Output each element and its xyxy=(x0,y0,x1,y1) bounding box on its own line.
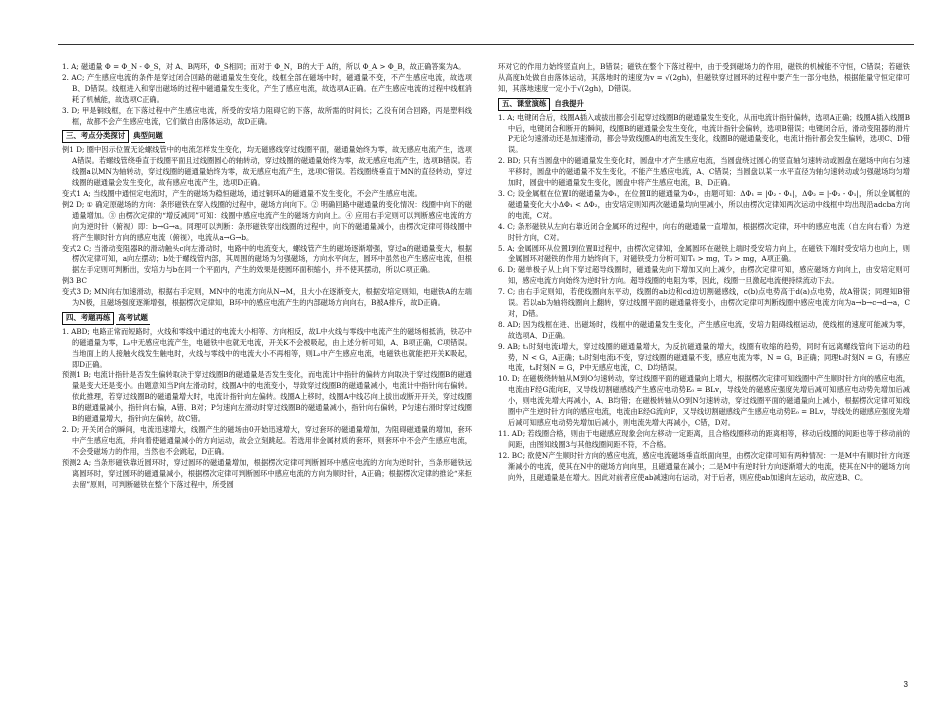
answer-paragraph: 2. AC; 产生感应电流的条件是穿过闭合回路的磁通量发生变化，线框全部在磁场中时，磁通量不变，不产生感应电流，故选项B、D错误。线框进入和穿出磁场的过程中磁通量发生变化，产生了感应电流，故选项A正确。在产生感应电流的过程中线框消耗了机械能，故选项C正确。 xyxy=(62,72,472,104)
answer-paragraph: 5. A; 金属圆环从位置Ⅰ到位置Ⅱ过程中，由楞次定律知，金属圆环在磁铁上端时受安培力向上，在磁铁下端时受安培力也向上，则金属圆环对磁铁的作用力始终向下，对磁铁受力分析可知T₁ > mg，T₂ > mg，A项正确。 xyxy=(498,243,910,264)
answer-paragraph: 6. D; 磁单极子从上向下穿过超导线圈时，磁通量先向下增加又向上减少，由楞次定律可知，感应磁场方向向上，由安培定则可知，感应电流方向始终为逆时针方向。超导线圈的电阻为零，因此，线圈一旦激起电流便持续流动下去。 xyxy=(498,265,910,286)
section-title: 典型问题 xyxy=(131,131,165,143)
answer-paragraph: 1. A; 磁通量 Φ = Φ_N - Φ_S，对 A、B两环，Φ_S相同；而对于 Φ_N，B的大于 A的，所以 Φ_A > Φ_B，故正确答案为A。 xyxy=(62,62,466,71)
section-number: 三、考点分类探讨 xyxy=(62,130,129,143)
section-title: 高考试题 xyxy=(116,313,150,325)
answer-paragraph: 预测2 A; 当条形磁铁靠近圆环时，穿过圆环的磁通量增加，根据楞次定律可判断圆环中感应电流的方向为逆时针，当条形磁铁远离圆环时，穿过圆环的磁通量减小，根据楞次定律可判断圆环中感应电流的方向为顺时针，A正确；根据楞次定律的推论“来拒去留”原则，可判断磁铁在整个下落过程中，所受圆 xyxy=(62,457,472,489)
page-number: 3 xyxy=(903,680,908,689)
section-heading xyxy=(62,130,472,143)
answer-paragraph: 例2 D; ① 确定原磁场的方向：条形磁铁在穿入线圈的过程中，磁场方向向下。② 明确回路中磁通量的变化情况：线圈中向下的磁通量增加。③ 由楞次定律的“增反减同”可知：线圈中感应电流产生的磁场方向向上。④ 应用右手定则可以判断感应电流的方向为逆时针（俯视）即：b→G→a。同理可以判断：条形磁铁穿出线圈的过程中，向下的磁通量减小，由楞次定律可得线圈中将产生顺时针方向的感应电流（俯视），电流从a→G→b。 xyxy=(62,199,472,242)
section-title: 自我提升 xyxy=(552,99,586,111)
right-column xyxy=(498,62,910,483)
answer-paragraph: 2. D; 开关闭合的瞬间，电流迅速增大，线圈产生的磁场由0开始迅速增大，穿过套环的磁通量增加，为阻碍磁通量的增加，套环中产生感应电流，并向着使磁通量减小的方向运动，故会立刻跳起。若选用非金属材质的套环，则套环中不会产生感应电流，不会受磁场力的作用，当然也不会跳起，D正确。 xyxy=(62,425,472,456)
answer-paragraph: 例3 BC xyxy=(62,276,87,286)
answer-paragraph: 3. D; 甲是铜线框，在下落过程中产生感应电流，所受的安培力阻碍它的下落，故所需的时间长；乙没有闭合回路，丙是塑料线框，故都不会产生感应电流，它们做自由落体运动，故D正确。 xyxy=(62,105,472,126)
answer-paragraph: 10. D; 在磁极绕转轴从M到O匀速转动，穿过线圈平面的磁通量向上增大，根据楞次定律可知线圈中产生顺时针方向的感应电流，电流由F经G流向E，又导线切割磁感线产生感应电动势E₀ = BLv，导线处的磁感应强度先增后减可知感应电动势先增加后减小，则电流先增大再减小，A、B均错；在磁极转轴从O到N匀速转动，穿过线圈平面的磁通量向上减小，根据楞次定律可知线圈中产生逆时针方向的感应电流，电流由E经G流向F，又导线切割磁感线产生感应电动势E₀ = BLv，导线处的磁感应强度先增后减可知感应电动势先增加后减小，则电流先增大再减小，C错，D对。 xyxy=(498,374,910,427)
answer-paragraph: 11. AD; 若线圈合格，则由于电磁感应现象会向左移动一定距离，且合格线圈移动的距离相等，移动后线圈的间距也等于移动前的间距，由图知线圈3与其他线圈间距不符，不合格。 xyxy=(498,428,910,449)
answer-paragraph: 变式3 D; MN向右加速滑动，根据右手定则，MN中的电流方向从N→M，且大小在逐渐变大，根据安培定则知，电磁铁A的左端为N极，且磁场强度逐渐增强，根据楞次定律知，B环中的感应电流产生的内部磁场方向向右，B被A排斥，故D正确。 xyxy=(62,287,472,308)
answer-paragraph: 例1 D; 圈中因示位置无论螺线管中的电流怎样发生变化，均无磁感线穿过线圈平面，磁通量始终为零，故无感应电流产生，选项A错误。若螺线管绕垂直于线圈平面且过线圈圆心的轴转动，穿过线圈的磁通量始终为零，故无感应电流产生，选项B错误。若线圈a以MN为轴转动，穿过线圈的磁通量始终为零，故无感应电流产生，选项C错误。若线圈绕垂直于MN的直径转动，穿过线圈的磁通量会发生变化，故有感应电流产生，选项D正确。 xyxy=(62,145,472,188)
section-heading xyxy=(498,98,910,111)
answer-paragraph: 8. AD; 因为线框在进、出磁场时，线框中的磁通量发生变化，产生感应电流，安培力阻碍线框运动，使线框的速度可能减为零，故选项A、D正确。 xyxy=(498,319,910,340)
answer-paragraph: 1. ABD; 电路正常而短路时，火线和零线中通过的电流大小相等、方向相反，故L中火线与零线中电流产生的磁场相抵消，铁芯中的磁通量为零，L₂中无感应电流产生，电磁铁中也就无电流，开关K不会被吸起，由上述分析可知，A、B项正确，C项错误。当地面上的人接触火线发生触电时，火线与零线中的电流大小不再相等，则L₂中产生感应电流，电磁铁也就能把开关K吸起，即D正确。 xyxy=(62,326,472,369)
answer-paragraph: 12. BC; 欲使N产生顺时针方向的感应电流，感应电流磁场垂直纸面向里，由楞次定律可知有两种情况：一是M中有顺时针方向逐渐减小的电流，使其在N中的磁场方向向里，且磁通量在减小；二是M中有逆时针方向逐渐增大的电流，使其在N中的磁场方向向外，且磁通量是在增大。因此对前者应使ab减速向右运动，对于后者，则应使ab加速向左运动，故应选B、C。 xyxy=(498,450,910,482)
section-number: 四、考题再练 xyxy=(62,312,114,325)
answer-paragraph: 2. BD; 只有当圆盘中的磁通量发生变化时，圆盘中才产生感应电流，当圆盘绕过圆心的竖直轴匀速转动或圆盘在磁场中向右匀速平移时，圆盘中的磁通量不发生变化，不能产生感应电流，A、C错误；当圆盘以某一水平直径为轴匀速转动或匀强磁场均匀增加时，圆盘中的磁通量发生变化，圆盘中将产生感应电流，B、D正确。 xyxy=(498,156,910,188)
answer-paragraph: 变式1 A; 当线圈中通恒定电流时，产生的磁场为稳恒磁场，通过铜环A的磁通量不发生变化，不会产生感应电流。 xyxy=(62,188,422,198)
answer-paragraph: 1. A; 电键闭合后，线圈A插入或拔出都会引起穿过线圈B的磁通量发生变化，从而电流计指针偏转，选项A正确；线圈A插入线圈B中后，电键闭合和断开的瞬间，线圈B的磁通量会发生变化，电流计指针会偏转，选项B错误；电键闭合后，滑动变阻器的滑片P无论匀速滑动还是加速滑动，都会导致线圈A的电流发生变化，线圈B的磁通量变化，电流计指针都会发生偏转，选项C、D错误。 xyxy=(498,112,910,155)
left-column xyxy=(62,62,472,490)
answer-paragraph: 4. C; 条形磁铁从左向右靠近闭合金属环的过程中，向右的磁通量一直增加，根据楞次定律，环中的感应电流（自左向右看）为逆时针方向，C对。 xyxy=(498,221,910,242)
section-number: 五、课堂演练 xyxy=(498,98,550,111)
section-heading xyxy=(62,312,472,325)
answer-paragraph: 3. C; 设金属框在位置Ⅰ的磁通量为Φ₁，在位置Ⅱ的磁通量为Φ₂，由题可知：ΔΦ₁ = |Φ₂ - Φ₁|，ΔΦ₂ = |-Φ₂ - Φ₁|，所以金属框的磁通量变化大小ΔΦ₁ < ΔΦ₂，由安培定则知两次磁通量均向里减小，所以由楞次定律知两次运动中线框中均出现沿adcba方向的电流，C对。 xyxy=(498,188,910,220)
answer-paragraph: 变式2 C; 当滑动变阻器R的滑动触头c向左滑动时，电路中的电流变大，螺线管产生的磁场逐渐增强，穿过a的磁通量变大，根据楞次定律可知，a向左摆动；b处于螺线管内部，其周围的磁场为匀强磁场，方向水平向左，圆环中虽然也产生感应电流，但根据左手定则可判断出，安培力与b在同一个平面内，产生的效果是使圆环面积缩小，并不使其摆动，所以C项正确。 xyxy=(62,243,472,275)
header-rule xyxy=(58,44,914,45)
answer-paragraph: 7. C; 由右手定则知，若使线圈向东平动，线圈的ab边和cd边切割磁感线，c(b)点电势高于d(a)点电势，故A错误；同理知B错误。若以ab为轴将线圈向上翻转，穿过线圈平面的磁通量将变小，由楞次定律可判断线圈中感应电流方向为a→b→c→d→a，C对，D错。 xyxy=(498,287,910,318)
answer-paragraph: 9. AB; t₁时刻电流i增大，穿过线圈的磁通量增大，为反抗磁通量的增大，线圈有收缩的趋势，同时有远离螺线管向下运动的趋势，N < G，A正确；t₂时刻电流i不变，穿过线圈的磁通量不变，感应电流为零，N = G，B正确；同理t₃时刻N = G，有感应电流，t₄时刻N = G，P中无感应电流，C、D均错误。 xyxy=(498,341,910,373)
answer-paragraph: 环对它的作用力始终竖直向上，B错误；磁铁在整个下落过程中，由于受到磁场力的作用，磁铁的机械能不守恒，C错误；若磁铁从高度h处做自由落体运动，其落地时的速度为v = √(2gh)，但磁铁穿过圆环的过程中要产生一部分电热，根据能量守恒定律可知，其落地速度一定小于√(2gh)，D错误。 xyxy=(498,62,910,93)
answer-paragraph: 预测1 B; 电流计指针是否发生偏转取决于穿过线圈B的磁通量是否发生变化，而电流计中指针的偏转方向取决于穿过线圈B的磁通量是变大还是变小。由题意知当P向左滑动时，线圈A中的电流变小，导致穿过线圈B的磁通量减小，电流计中指针向右偏转。依此推理，若穿过线圈B的磁通量增大时，电流计指针向左偏转。线圈A上移时，线圈A中线芯向上拔出或断开开关，穿过线圈B的磁通量减小，指针向右偏，A错、B对；P匀速向左滑动时穿过线圈B的磁通量减小，指针向右偏转，P匀速右滑时穿过线圈B的磁通量增大，指针向左偏转，故C错。 xyxy=(62,370,472,424)
